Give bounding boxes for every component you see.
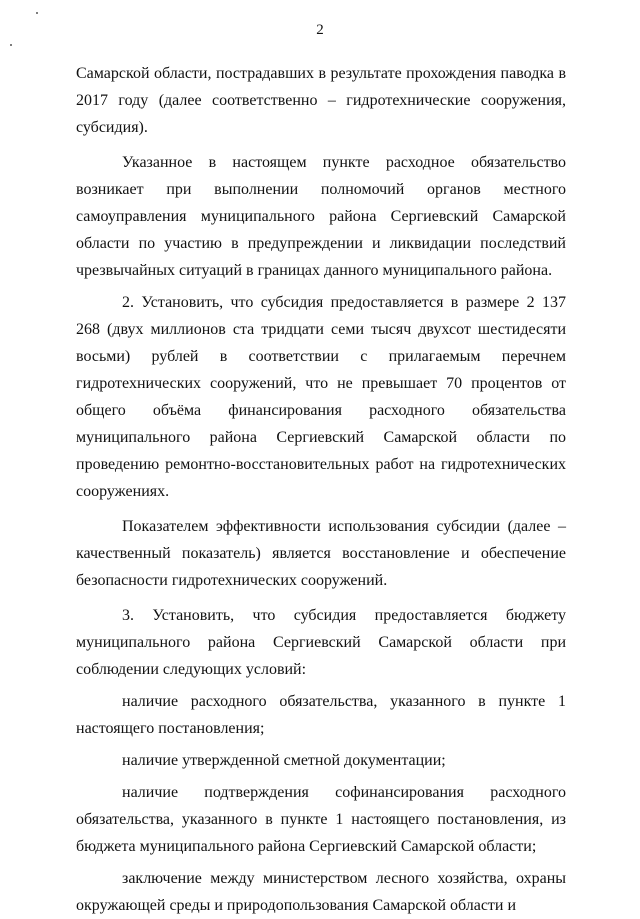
paragraph-continuation: Самарской области, пострадавших в результате прохождения паводка в 2017 году (далее соответственно – гидротехнические сооружения, субсидия).	[76, 65, 566, 136]
paragraph-obligation: Указанное в настоящем пункте расходное обязательство возникает при выполнении полномочий органов местного самоуправления муниципального района Сергиевский Самарской области по участию в предупреждении и ликвидации последствий чрезвычайных ситуаций в границах данного муниципального района.	[76, 154, 566, 279]
scan-speck	[10, 44, 12, 46]
condition-3: наличие подтверждения софинансирования расходного обязательства, указанного в пункте 1 настоящего постановления, из бюджета муниципального района Сергиевский Самарской области;	[76, 784, 566, 855]
paragraph-item-3: 3. Установить, что субсидия предоставляется бюджету муниципального района Сергиевский Самарской области при соблюдении следующих условий:	[76, 607, 566, 678]
condition-4: заключение между министерством лесного хозяйства, охраны окружающей среды и природопользования Самарской области и	[76, 870, 566, 914]
page-number: 2	[316, 22, 324, 38]
paragraph-item-2: 2. Установить, что субсидия предоставляется в размере 2 137 268 (двух миллионов ста тридцати семи тысяч двухсот шестидесяти восьми) рублей в соответствии с прилагаемым перечнем гидротехнических сооружений, что не превышает 70 процентов от общего объёма финансирования расходного обязательства муниципального района Сергиевский Самарской области по проведению ремонтно-восстановительных работ на гидротехнических сооружениях.	[76, 294, 566, 500]
paragraph-indicator: Показателем эффективности использования субсидии (далее – качественный показатель) является восстановление и обеспечение безопасности гидротехнических сооружений.	[76, 518, 566, 589]
document-body	[76, 60, 566, 919]
condition-2: наличие утвержденной сметной документации;	[122, 752, 446, 769]
condition-1: наличие расходного обязательства, указанного в пункте 1 настоящего постановления;	[76, 693, 566, 737]
scan-speck	[36, 12, 38, 14]
